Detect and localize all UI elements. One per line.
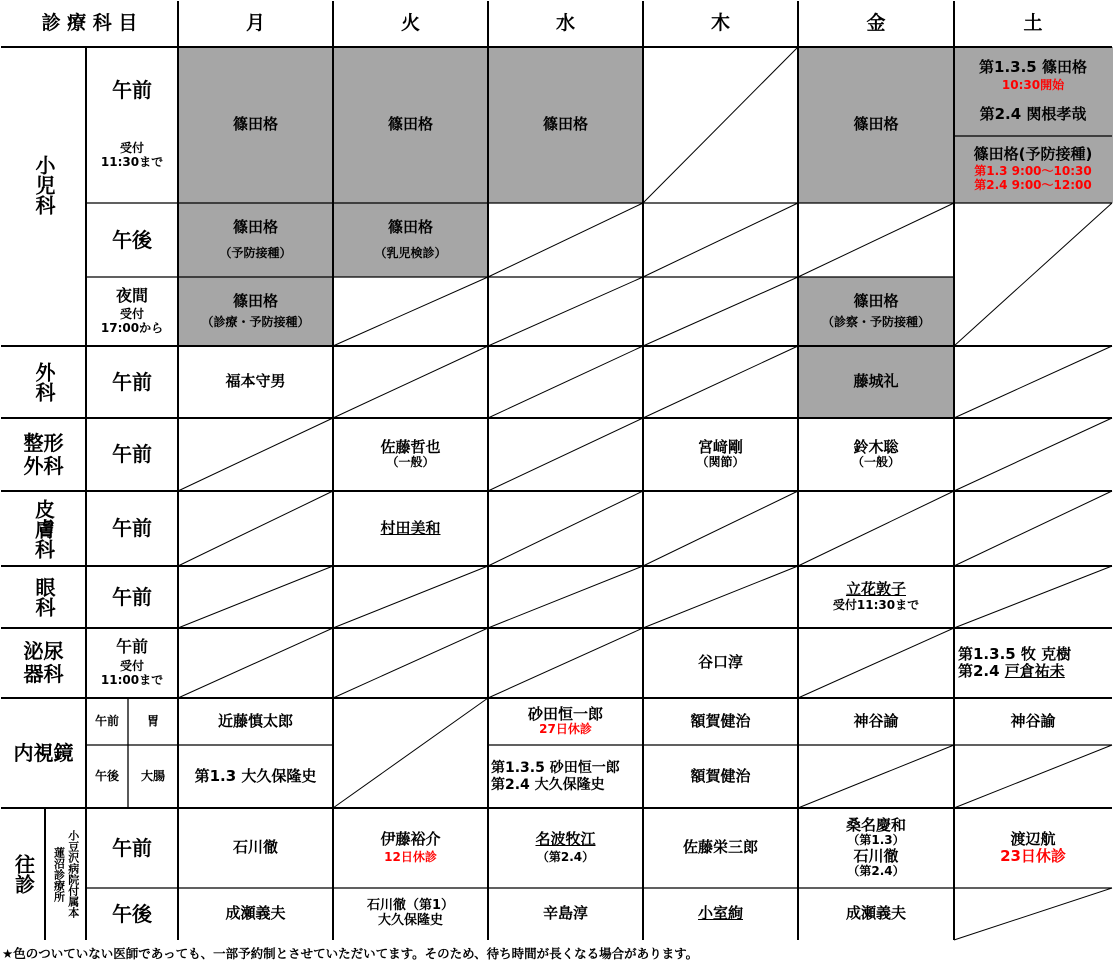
eye-time: 午前: [112, 584, 152, 609]
home-thu-pm: 小室絢: [697, 904, 743, 923]
endo-thu-pm: 額賀健治: [690, 766, 751, 785]
home-mon-pm: 成瀬義夫: [225, 904, 286, 923]
home-thu-am: 佐藤栄三郎: [682, 838, 758, 857]
ped-sat-am-top: 第1.3.5 篠田格 10:30開始 第2.4 関根孝哉: [979, 58, 1087, 124]
ortho-fri: 鈴木聡 （一般）: [851, 437, 900, 470]
dept-endoscopy: 内視鏡: [13, 740, 74, 765]
ped-mon-night: 篠田格 （診療・予防接種）: [201, 291, 310, 330]
surg-time: 午前: [112, 369, 152, 394]
ped-mon-am: 篠田格: [232, 115, 278, 134]
endo-wed-pm: 第1.3.5 砂田恒一郎 第2.4 大久保隆史: [491, 760, 620, 793]
home-fri-am: 桑名慶和 （第1.3） 石川徹 （第2.4）: [845, 815, 906, 879]
home-mon-am: 石川徹: [232, 838, 278, 857]
header-sat: 土: [1023, 12, 1043, 35]
header-wed: 水: [555, 12, 575, 35]
derm-time: 午前: [112, 516, 152, 540]
ped-am-label: 午前 受付 11:30まで: [100, 78, 164, 169]
endo-am-label: 午前: [94, 713, 119, 728]
dept-dermatology: 皮膚科: [31, 498, 56, 559]
dept-urology: 泌尿 器科: [23, 639, 64, 686]
endo-pm-organ: 大腸: [140, 768, 165, 783]
derm-tue: 村田美和: [380, 518, 441, 537]
endo-pm-label: 午後: [94, 768, 119, 783]
ped-tue-am: 篠田格: [387, 115, 433, 134]
home-am-label: 午前: [112, 835, 152, 860]
ortho-time: 午前: [112, 442, 152, 466]
endo-am-organ: 胃: [146, 713, 159, 728]
home-tue-pm: 石川徹（第1） 大久保隆史: [366, 898, 455, 928]
ped-tue-pm: 篠田格 （乳児検診）: [374, 218, 447, 260]
uro-sat: 第1.3.5 牧 克樹 第2.4 戸倉祐未: [958, 644, 1072, 680]
footer-note: ★色のついていない医師であっても、一部予約制とさせていただいてます。そのため、待ち時間が長くなる場合があります。: [2, 946, 699, 961]
surg-mon: 福本守男: [225, 372, 286, 391]
ped-fri-am: 篠田格: [853, 115, 899, 134]
home-affiliation: 小豆沢病院付属本蓮沼診療所: [52, 830, 80, 918]
ped-wed-am: 篠田格: [542, 115, 588, 134]
home-pm-label: 午後: [112, 901, 152, 926]
eye-fri: 立花敦子 受付11:30まで: [832, 580, 920, 612]
ortho-thu: 宮﨑剛 （関節）: [696, 437, 745, 470]
dept-surgery: 外科: [32, 362, 56, 402]
endo-sat-am: 神谷諭: [1010, 711, 1056, 730]
dept-ophthalmology: 眼科: [32, 577, 56, 617]
dept-pediatrics: 小児科: [32, 155, 56, 215]
endo-mon-pm: 第1.3 大久保隆史: [194, 766, 317, 785]
home-wed-pm: 辛島淳: [542, 904, 588, 923]
surg-fri: 藤城礼: [853, 372, 899, 391]
ped-night-label: 夜間 受付 17:00から: [100, 286, 164, 336]
home-wed-am: 名波牧江 （第2.4）: [535, 830, 596, 864]
header-thu: 木: [710, 12, 730, 35]
home-fri-pm: 成瀬義夫: [845, 904, 906, 923]
ped-mon-pm: 篠田格 （予防接種）: [219, 218, 292, 260]
uro-thu: 谷口淳: [697, 653, 743, 672]
header-dept: 診 療 科 目: [41, 12, 138, 35]
endo-wed-am: 砂田恒一郎 27日休診: [527, 704, 603, 737]
ped-pm-label: 午後: [112, 227, 152, 252]
ortho-tue: 佐藤哲也 （一般）: [380, 437, 441, 470]
dept-orthopedics: 整形 外科: [23, 430, 64, 478]
endo-mon-am: 近藤慎太郎: [217, 711, 293, 730]
dept-home-visit: 往診: [11, 854, 36, 894]
home-sat-am: 渡辺航 23日休診: [1000, 829, 1066, 865]
home-tue-am: 伊藤裕介 12日休診: [380, 830, 441, 864]
endo-thu-am: 額賀健治: [690, 711, 751, 730]
ped-fri-night: 篠田格 （診察・予防接種）: [821, 291, 930, 330]
header-mon: 月: [245, 12, 265, 35]
ped-sat-am-bottom: 篠田格(予防接種) 第1.3 9:00～10:30 第2.4 9:00～12:00: [973, 145, 1093, 193]
endo-fri-am: 神谷諭: [853, 711, 899, 730]
header-tue: 火: [400, 12, 420, 35]
header-fri: 金: [866, 12, 886, 35]
uro-time: 午前 受付 11:00まで: [100, 637, 164, 688]
